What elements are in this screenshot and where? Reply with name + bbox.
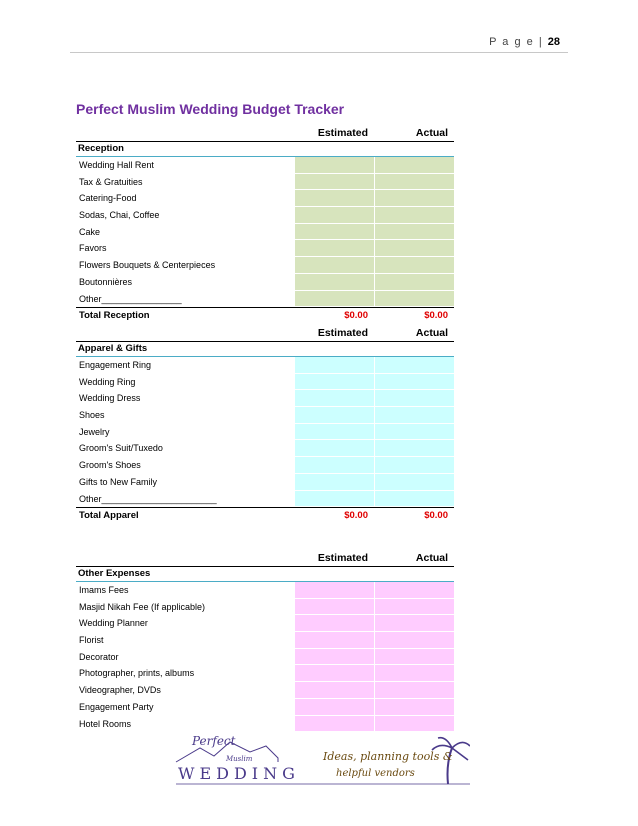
- item-label: Other________________: [79, 293, 182, 304]
- budget-row: [76, 440, 454, 457]
- estimated-cell[interactable]: [295, 615, 375, 632]
- budget-row: [76, 615, 454, 632]
- total-label: Total Reception: [79, 310, 150, 322]
- estimated-cell[interactable]: [295, 632, 375, 649]
- total-actual: $0.00: [424, 510, 448, 522]
- item-label: Favors: [79, 243, 107, 254]
- estimated-header: Estimated: [317, 327, 368, 339]
- logo-muslim: Muslim: [226, 755, 253, 763]
- actual-cell[interactable]: [375, 457, 454, 474]
- estimated-cell[interactable]: [295, 474, 375, 491]
- item-label: Flowers Bouquets & Centerpieces: [79, 260, 216, 271]
- estimated-cell[interactable]: [295, 424, 375, 441]
- estimated-cell[interactable]: [295, 440, 375, 457]
- actual-cell[interactable]: [375, 190, 454, 207]
- item-label: Masjid Nikah Fee (If applicable): [79, 601, 206, 612]
- column-headers: [76, 125, 454, 141]
- footer-logo: [170, 728, 470, 790]
- actual-cell[interactable]: [375, 240, 454, 257]
- item-label: Hotel Rooms: [79, 718, 132, 729]
- budget-row: [76, 174, 454, 191]
- budget-row: [76, 632, 454, 649]
- apparel-rows: [76, 357, 454, 507]
- item-label: Shoes: [79, 410, 105, 421]
- budget-row: [76, 699, 454, 716]
- actual-header: Actual: [415, 552, 448, 564]
- estimated-cell[interactable]: [295, 291, 375, 308]
- budget-row: [76, 291, 454, 308]
- budget-row: [76, 257, 454, 274]
- actual-cell[interactable]: [375, 157, 454, 174]
- budget-row: [76, 491, 454, 508]
- actual-cell[interactable]: [375, 474, 454, 491]
- actual-cell[interactable]: [375, 207, 454, 224]
- page-word: P a g e: [489, 36, 535, 48]
- logo-wedding: WEDDING: [178, 764, 300, 783]
- budget-row: [76, 274, 454, 291]
- actual-cell[interactable]: [375, 599, 454, 616]
- total-row: [76, 507, 454, 524]
- actual-cell[interactable]: [375, 682, 454, 699]
- actual-cell[interactable]: [375, 291, 454, 308]
- budget-row: [76, 649, 454, 666]
- budget-row: [76, 157, 454, 174]
- budget-row: [76, 240, 454, 257]
- item-label: Sodas, Chai, Coffee: [79, 210, 160, 221]
- budget-row: [76, 357, 454, 374]
- actual-header: Actual: [415, 327, 448, 339]
- budget-row: [76, 424, 454, 441]
- item-label: Groom's Shoes: [79, 460, 141, 471]
- total-estimated: $0.00: [344, 510, 368, 522]
- item-label: Other_______________________: [79, 493, 217, 504]
- total-actual: $0.00: [424, 310, 448, 322]
- item-label: Engagement Ring: [79, 360, 152, 370]
- item-label: Wedding Dress: [79, 393, 141, 404]
- page-header: [489, 36, 560, 48]
- actual-cell[interactable]: [375, 390, 454, 407]
- item-label: Boutonnières: [79, 276, 133, 287]
- reception-section: [76, 125, 454, 324]
- other-expenses-rows: [76, 582, 454, 732]
- budget-row: [76, 582, 454, 599]
- estimated-cell[interactable]: [295, 357, 375, 374]
- item-label: Videographer, DVDs: [79, 685, 161, 696]
- item-label: Imams Fees: [79, 585, 129, 595]
- tagline-line-2: helpful vendors: [336, 768, 415, 779]
- budget-row: [76, 207, 454, 224]
- actual-cell[interactable]: [375, 440, 454, 457]
- section-title: Other Expenses: [76, 566, 454, 582]
- item-label: Photographer, prints, albums: [79, 668, 195, 679]
- actual-cell[interactable]: [375, 424, 454, 441]
- actual-cell[interactable]: [375, 374, 454, 391]
- estimated-header: Estimated: [317, 127, 368, 139]
- total-estimated: $0.00: [344, 310, 368, 322]
- header-rule: [70, 52, 568, 53]
- actual-cell[interactable]: [375, 615, 454, 632]
- item-label: Wedding Hall Rent: [79, 160, 154, 170]
- item-label: Cake: [79, 226, 101, 237]
- actual-cell[interactable]: [375, 174, 454, 191]
- estimated-cell[interactable]: [295, 257, 375, 274]
- actual-cell[interactable]: [375, 491, 454, 508]
- item-label: Tax & Gratuities: [79, 176, 143, 187]
- item-label: Catering-Food: [79, 193, 137, 204]
- reception-rows: [76, 157, 454, 307]
- actual-cell[interactable]: [375, 257, 454, 274]
- page-separator: |: [538, 36, 544, 48]
- budget-row: [76, 665, 454, 682]
- estimated-cell[interactable]: [295, 274, 375, 291]
- item-label: Groom's Suit/Tuxedo: [79, 443, 163, 454]
- actual-cell[interactable]: [375, 357, 454, 374]
- budget-row: [76, 407, 454, 424]
- budget-row: [76, 599, 454, 616]
- estimated-cell[interactable]: [295, 491, 375, 508]
- estimated-cell[interactable]: [295, 374, 375, 391]
- budget-row: [76, 474, 454, 491]
- budget-row: [76, 224, 454, 241]
- estimated-cell[interactable]: [295, 240, 375, 257]
- item-label: Jewelry: [79, 426, 110, 437]
- estimated-cell[interactable]: [295, 599, 375, 616]
- estimated-cell[interactable]: [295, 207, 375, 224]
- section-title: Apparel & Gifts: [76, 341, 454, 357]
- estimated-cell[interactable]: [295, 665, 375, 682]
- actual-cell[interactable]: [375, 274, 454, 291]
- estimated-cell[interactable]: [295, 390, 375, 407]
- actual-cell[interactable]: [375, 632, 454, 649]
- actual-cell[interactable]: [375, 582, 454, 599]
- estimated-cell[interactable]: [295, 682, 375, 699]
- section-title: Reception: [76, 141, 454, 157]
- actual-cell[interactable]: [375, 699, 454, 716]
- column-headers: [76, 325, 454, 341]
- estimated-cell[interactable]: [295, 407, 375, 424]
- estimated-cell[interactable]: [295, 649, 375, 666]
- other-expenses-section: [76, 550, 454, 732]
- item-label: Florist: [79, 635, 104, 646]
- budget-row: [76, 374, 454, 391]
- page-number: 28: [547, 36, 560, 48]
- estimated-cell[interactable]: [295, 699, 375, 716]
- estimated-cell[interactable]: [295, 582, 375, 599]
- column-headers: [76, 550, 454, 566]
- item-label: Wedding Planner: [79, 618, 148, 629]
- estimated-cell[interactable]: [295, 457, 375, 474]
- actual-header: Actual: [415, 127, 448, 139]
- actual-cell[interactable]: [375, 649, 454, 666]
- estimated-cell[interactable]: [295, 157, 375, 174]
- item-label: Wedding Ring: [79, 376, 136, 387]
- estimated-cell[interactable]: [295, 174, 375, 191]
- total-row: [76, 307, 454, 324]
- budget-row: [76, 682, 454, 699]
- document-title: Perfect Muslim Wedding Budget Tracker: [76, 101, 345, 117]
- estimated-cell[interactable]: [295, 190, 375, 207]
- item-label: Gifts to New Family: [79, 476, 158, 487]
- budget-row: [76, 190, 454, 207]
- total-label: Total Apparel: [79, 510, 139, 522]
- estimated-header: Estimated: [317, 552, 368, 564]
- tagline-line-1: Ideas, planning tools &: [323, 750, 453, 763]
- budget-row: [76, 457, 454, 474]
- item-label: Engagement Party: [79, 701, 154, 712]
- actual-cell[interactable]: [375, 407, 454, 424]
- item-label: Decorator: [79, 651, 119, 662]
- estimated-cell[interactable]: [295, 224, 375, 241]
- actual-cell[interactable]: [375, 665, 454, 682]
- logo-perfect: Perfect: [192, 734, 236, 748]
- apparel-section: [76, 325, 454, 524]
- budget-row: [76, 390, 454, 407]
- actual-cell[interactable]: [375, 224, 454, 241]
